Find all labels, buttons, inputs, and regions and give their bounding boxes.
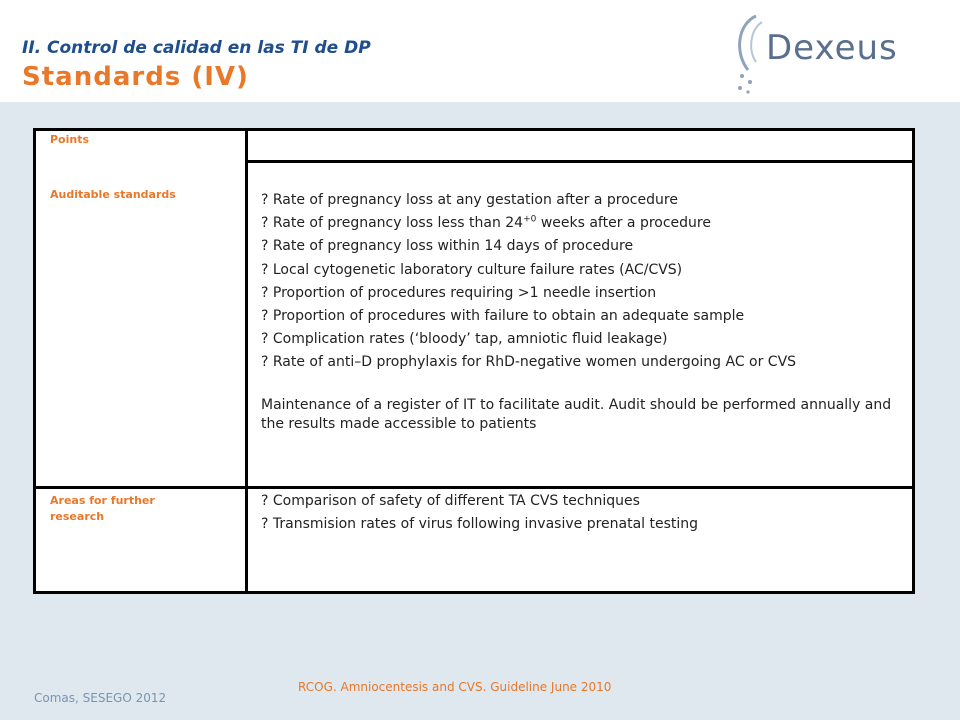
slide-subtitle: II. Control de calidad en las TI de DP [22, 38, 371, 58]
list-item: ? Transmision rates of virus following invasive prenatal testing [261, 516, 699, 533]
footer-reference: RCOG. Amniocentesis and CVS. Guideline June 2010 [298, 680, 612, 694]
list-item: ? Rate of pregnancy loss at any gestation after a procedure [261, 192, 678, 208]
list-item: ? Rate of anti–D prophylaxis for RhD-negative women undergoing AC or CVS [261, 354, 797, 371]
list-item: ? Complication rates (‘bloody’ tap, amniotic fluid leakage) [261, 331, 668, 348]
table-divider-top [245, 160, 912, 163]
dexeus-logo [728, 12, 898, 98]
table-divider-vertical [245, 131, 248, 591]
label-areas-further-research: Areas for further research [50, 494, 155, 523]
slide-header [0, 0, 960, 102]
standards-table [33, 128, 915, 594]
footer-author: Comas, SESEGO 2012 [34, 691, 167, 705]
list-item: ? Proportion of procedures requiring >1 needle insertion [261, 284, 657, 301]
maintenance-paragraph: Maintenance of a register of IT to facilitate audit. Audit should be performed annually and the results made accessible to patients [261, 397, 892, 432]
label-auditable-standards: Auditable standards [50, 188, 176, 201]
list-item: ? Rate of pregnancy loss within 14 days of procedure [261, 238, 634, 255]
table-divider-bottom [36, 486, 912, 489]
list-item: ? Local cytogenetic laboratory culture failure rates (AC/CVS) [261, 261, 683, 278]
list-item: ? Rate of pregnancy loss less than $24^{+0}$ weeks after a procedure [261, 214, 711, 232]
auditable-standards-list [261, 189, 901, 375]
slide-title: Standards (IV) [22, 62, 249, 92]
list-item: ? Comparison of safety of different TA CVS techniques [261, 493, 640, 509]
list-item: ? Proportion of procedures with failure to obtain an adequate sample [261, 307, 745, 324]
research-list [261, 490, 901, 536]
label-points: Points [50, 133, 90, 146]
logo-text: Dexeus [766, 28, 898, 68]
